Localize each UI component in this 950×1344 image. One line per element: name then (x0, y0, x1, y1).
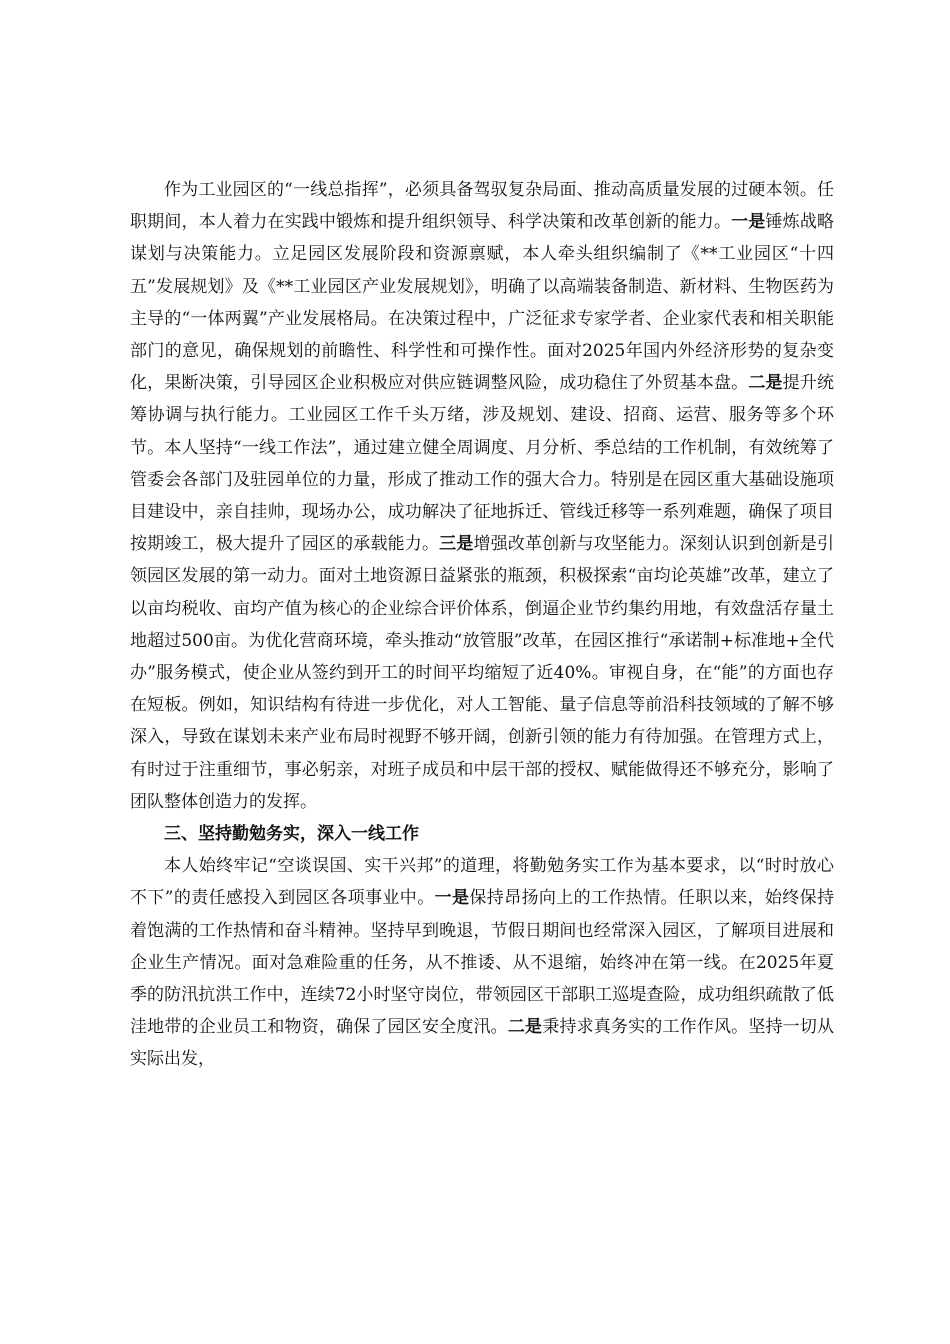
paragraph-text: 保持昂扬向上的工作热情。任职以来，始终保持着饱满的工作热情和奋斗精神。坚持早到晚退，节假日期间也经常深入园区，了解项目进展和企业生产情况。面对急难险重的任务，从不推诿、从不退缩，始终冲在第一线。在2025年夏季的防汛抗洪工作中，连续72小时坚守岗位，带领园区干部职工巡堤查险，成功组织疏散了低洼地带的企业员工和物资，确保了园区安全度汛。 (130, 888, 834, 1038)
paragraph-diligence (130, 850, 834, 1075)
paragraph-text: 本人始终牢记“空谈误国、实干兴邦”的道理，将勤勉务实工作为基本要求，以“时时放心不下”的责任感投入到园区各项事业中。 (130, 856, 834, 909)
paragraph-capability (130, 174, 834, 818)
emphasis-first-point: 一是 (731, 212, 766, 233)
emphasis-second-point: 二是 (748, 373, 783, 394)
emphasis-first-point: 一是 (434, 888, 470, 909)
paragraph-text: 秉持求真务实的工作作风。坚持一切从实际出发， (130, 1017, 835, 1070)
emphasis-third-point: 三是 (439, 534, 474, 555)
paragraph-text: 作为工业园区的“一线总指挥”，必须具备驾驭复杂局面、推动高质量发展的过硬本领。任职期间，本人着力在实践中锻炼和提升组织领导、科学决策和改革创新的能力。 (130, 180, 834, 233)
section-heading: 三、坚持勤勉务实，深入一线工作 (164, 824, 419, 845)
paragraph-text: 锤炼战略谋划与决策能力。立足园区发展阶段和资源禀赋，本人牵头组织编制了《**工业园区“十四五”发展规划》及《**工业园区产业发展规划》，明确了以高端装备制造、新材料、生物医药为主导的“一体两翼”产业发展格局。在决策过程中，广泛征求专家学者、企业家代表和相关职能部门的意见，确保规划的前瞻性、科学性和可操作性。面对2025年国内外经济形势的复杂变化，果断决策，引导园区企业积极应对供应链调整风险，成功稳住了外贸基本盘。 (130, 212, 835, 394)
paragraph-text: 增强改革创新与攻坚能力。深刻认识到创新是引领园区发展的第一动力。面对土地资源日益紧张的瓶颈，积极探索“亩均论英雄”改革，建立了以亩均税收、亩均产值为核心的企业综合评价体系，倒逼企业节约集约用地，有效盘活存量土地超过500亩。为优化营商环境，牵头推动“放管服”改革，在园区推行“承诺制+标准地+全代办”服务模式，使企业从签约到开工的时间平均缩短了近40%。审视自身，在“能”的方面也存在短板。例如，知识结构有待进一步优化，对人工智能、量子信息等前沿科技领域的了解不够深入，导致在谋划未来产业布局时视野不够开阔，创新引领的能力有待加强。在管理方式上，有时过于注重细节，事必躬亲，对班子成员和中层干部的授权、赋能做得还不够充分，影响了团队整体创造力的发挥。 (130, 534, 835, 812)
paragraph-text: 提升统筹协调与执行能力。工业园区工作千头万绪，涉及规划、建设、招商、运营、服务等多个环节。本人坚持“一线工作法”，通过建立健全周调度、月分析、季总结的工作机制，有效统筹了管委会各部门及驻园单位的力量，形成了推动工作的强大合力。特别是在园区重大基础设施项目建设中，亲自挂帅，现场办公，成功解决了征地拆迁、管线迁移等一系列难题，确保了项目按期竣工，极大提升了园区的承载能力。 (130, 373, 835, 555)
emphasis-second-point: 二是 (507, 1017, 543, 1038)
document-body (130, 174, 834, 1076)
